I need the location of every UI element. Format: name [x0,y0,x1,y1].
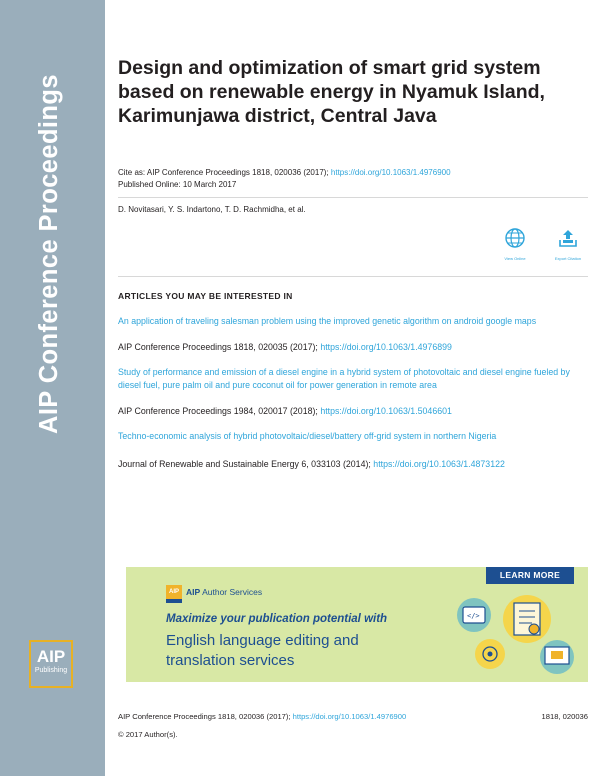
export-citation-button[interactable] [548,227,588,261]
divider [118,276,588,277]
logo-main: AIP [36,647,66,666]
related-article-ref [118,405,588,418]
banner-logo-bar [166,599,182,603]
citation-text: Cite as: AIP Conference Proceedings 1818, 020036 (2017); [118,168,331,177]
paper-title: Design and optimization of smart grid system based on renewable energy in Nyamuk Island, Karimunjawa district, Central Java [118,57,545,127]
doi-link[interactable]: https://doi.org/10.1063/1.5046601 [320,406,452,416]
related-article-ref [118,341,588,354]
banner-tagline: Maximize your publication potential with [166,613,388,625]
sidebar [0,0,105,776]
doi-link[interactable]: https://doi.org/10.1063/1.4976900 [330,168,451,177]
banner-headline-1: English language editing and [166,632,359,649]
learn-more-button[interactable]: LEARN MORE [486,567,574,584]
doi-link[interactable]: https://doi.org/10.1063/1.4873122 [373,459,505,469]
export-icon [557,227,579,249]
related-article-ref [118,458,588,471]
reference-text: Journal of Renewable and Sustainable Energy 6, 033103 (2014); [118,459,374,469]
banner-aip-logo: AIP [166,585,182,599]
divider [118,197,588,198]
svg-text:</>: </> [467,612,480,620]
journal-name-vertical: AIP Conference Proceedings [35,74,63,434]
published-date: Published Online: 10 March 2017 [118,180,237,189]
aip-publishing-logo[interactable] [29,640,73,688]
view-online-button[interactable] [495,227,535,261]
copyright: © 2017 Author(s). [118,730,178,739]
footer-doi-link[interactable]: https://doi.org/10.1063/1.4976900 [292,712,407,721]
footer-citation-text: AIP Conference Proceedings 1818, 020036 (2017); [118,712,293,721]
reference-text: AIP Conference Proceedings 1984, 020017 (2018); [118,406,321,416]
globe-icon [504,227,526,249]
footer-citation [118,712,406,721]
citation-line [118,168,451,178]
banner-brand [186,587,262,597]
banner-brand-text: Author Services [202,587,263,597]
authors[interactable]: D. Novitasari, Y. S. Indartono, T. D. Rachmidha, et al. [118,205,306,214]
author-services-ad[interactable] [126,567,588,682]
reference-text: AIP Conference Proceedings 1818, 020035 (2017); [118,342,321,352]
banner-headline-2: translation services [166,652,295,669]
doi-link[interactable]: https://doi.org/10.1063/1.4976899 [320,342,452,352]
view-online-label: View Online [504,256,526,261]
related-article-title[interactable]: Techno-economic analysis of hybrid photovoltaic/diesel/battery off-grid system in northern Nigeria [118,431,497,441]
logo-sub: Publishing [34,667,68,674]
services-illustration [452,589,582,679]
footer-page-number: 1818, 020036 [541,712,588,721]
banner-brand-bold: AIP [186,587,201,597]
related-articles-heading: ARTICLES YOU MAY BE INTERESTED IN [118,291,293,301]
export-citation-label: Export Citation [554,256,582,261]
related-article-title[interactable]: Study of performance and emission of a diesel engine in a hybrid system of photovoltaic and diesel engine fueled by diesel fuel, pure palm oil and pure coconut oil for power generation in remote area [118,367,570,390]
related-article-title[interactable]: An application of traveling salesman problem using the improved genetic algorithm on android google maps [118,316,537,326]
